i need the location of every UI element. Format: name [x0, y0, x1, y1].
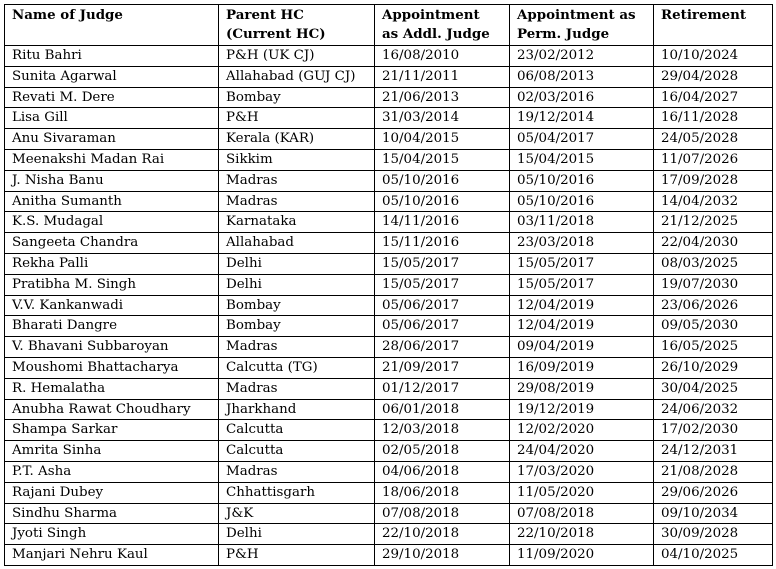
retirement-date-cell: 24/12/2031: [654, 441, 773, 462]
addl-judge-date-cell: 07/08/2018: [375, 503, 510, 524]
parent-hc-cell: Delhi: [219, 253, 375, 274]
judge-name-cell: Bharati Dangre: [5, 316, 219, 337]
parent-hc-cell: Allahabad (GUJ CJ): [219, 66, 375, 87]
addl-judge-date-cell: 14/11/2016: [375, 212, 510, 233]
parent-hc-cell: Allahabad: [219, 233, 375, 254]
table-row: [5, 524, 773, 545]
perm-judge-date-cell: 16/09/2019: [510, 357, 654, 378]
table-row: [5, 170, 773, 191]
header-perm-appointment: Appointment as Perm. Judge: [510, 5, 654, 46]
addl-judge-date-cell: 15/11/2016: [375, 233, 510, 254]
table-row: [5, 274, 773, 295]
retirement-date-cell: 16/05/2025: [654, 337, 773, 358]
perm-judge-date-cell: 23/02/2012: [510, 46, 654, 67]
retirement-date-cell: 17/09/2028: [654, 170, 773, 191]
perm-judge-date-cell: 12/04/2019: [510, 316, 654, 337]
addl-judge-date-cell: 01/12/2017: [375, 378, 510, 399]
judge-name-cell: Sangeeta Chandra: [5, 233, 219, 254]
addl-judge-date-cell: 21/06/2013: [375, 87, 510, 108]
table-row: [5, 87, 773, 108]
perm-judge-date-cell: 17/03/2020: [510, 461, 654, 482]
parent-hc-cell: J&K: [219, 503, 375, 524]
addl-judge-date-cell: 29/10/2018: [375, 545, 510, 566]
retirement-date-cell: 26/10/2029: [654, 357, 773, 378]
perm-judge-date-cell: 02/03/2016: [510, 87, 654, 108]
perm-judge-date-cell: 11/09/2020: [510, 545, 654, 566]
judge-name-cell: Rajani Dubey: [5, 482, 219, 503]
addl-judge-date-cell: 05/06/2017: [375, 316, 510, 337]
retirement-date-cell: 24/06/2032: [654, 399, 773, 420]
perm-judge-date-cell: 03/11/2018: [510, 212, 654, 233]
judge-name-cell: Sunita Agarwal: [5, 66, 219, 87]
addl-judge-date-cell: 22/10/2018: [375, 524, 510, 545]
addl-judge-date-cell: 06/01/2018: [375, 399, 510, 420]
perm-judge-date-cell: 23/03/2018: [510, 233, 654, 254]
parent-hc-cell: Jharkhand: [219, 399, 375, 420]
perm-judge-date-cell: 19/12/2019: [510, 399, 654, 420]
judge-name-cell: J. Nisha Banu: [5, 170, 219, 191]
perm-judge-date-cell: 19/12/2014: [510, 108, 654, 129]
parent-hc-cell: Madras: [219, 378, 375, 399]
addl-judge-date-cell: 31/03/2014: [375, 108, 510, 129]
parent-hc-cell: Bombay: [219, 295, 375, 316]
judge-name-cell: Manjari Nehru Kaul: [5, 545, 219, 566]
table-row: [5, 149, 773, 170]
table-row: [5, 357, 773, 378]
addl-judge-date-cell: 05/10/2016: [375, 170, 510, 191]
judges-table: [4, 4, 773, 566]
judge-name-cell: Amrita Sinha: [5, 441, 219, 462]
judge-name-cell: K.S. Mudagal: [5, 212, 219, 233]
parent-hc-cell: Madras: [219, 337, 375, 358]
retirement-date-cell: 29/04/2028: [654, 66, 773, 87]
perm-judge-date-cell: 05/04/2017: [510, 129, 654, 150]
judge-name-cell: Anu Sivaraman: [5, 129, 219, 150]
retirement-date-cell: 23/06/2026: [654, 295, 773, 316]
perm-judge-date-cell: 09/04/2019: [510, 337, 654, 358]
retirement-date-cell: 10/10/2024: [654, 46, 773, 67]
table-row: [5, 191, 773, 212]
addl-judge-date-cell: 21/11/2011: [375, 66, 510, 87]
retirement-date-cell: 11/07/2026: [654, 149, 773, 170]
perm-judge-date-cell: 12/04/2019: [510, 295, 654, 316]
addl-judge-date-cell: 16/08/2010: [375, 46, 510, 67]
judge-name-cell: Anitha Sumanth: [5, 191, 219, 212]
addl-judge-date-cell: 04/06/2018: [375, 461, 510, 482]
retirement-date-cell: 19/07/2030: [654, 274, 773, 295]
table-row: [5, 399, 773, 420]
perm-judge-date-cell: 24/04/2020: [510, 441, 654, 462]
parent-hc-cell: Kerala (KAR): [219, 129, 375, 150]
perm-judge-date-cell: 06/08/2013: [510, 66, 654, 87]
perm-judge-date-cell: 05/10/2016: [510, 170, 654, 191]
addl-judge-date-cell: 10/04/2015: [375, 129, 510, 150]
table-row: [5, 482, 773, 503]
parent-hc-cell: P&H: [219, 545, 375, 566]
parent-hc-cell: Madras: [219, 170, 375, 191]
addl-judge-date-cell: 05/06/2017: [375, 295, 510, 316]
table-body: [5, 46, 773, 566]
retirement-date-cell: 16/04/2027: [654, 87, 773, 108]
retirement-date-cell: 04/10/2025: [654, 545, 773, 566]
judge-name-cell: R. Hemalatha: [5, 378, 219, 399]
parent-hc-cell: P&H (UK CJ): [219, 46, 375, 67]
parent-hc-cell: Bombay: [219, 316, 375, 337]
judge-name-cell: Pratibha M. Singh: [5, 274, 219, 295]
table-row: [5, 233, 773, 254]
retirement-date-cell: 14/04/2032: [654, 191, 773, 212]
table-row: [5, 337, 773, 358]
addl-judge-date-cell: 15/05/2017: [375, 274, 510, 295]
addl-judge-date-cell: 02/05/2018: [375, 441, 510, 462]
judge-name-cell: Revati M. Dere: [5, 87, 219, 108]
retirement-date-cell: 09/10/2034: [654, 503, 773, 524]
judge-name-cell: V.V. Kankanwadi: [5, 295, 219, 316]
addl-judge-date-cell: 05/10/2016: [375, 191, 510, 212]
judge-name-cell: Shampa Sarkar: [5, 420, 219, 441]
parent-hc-cell: Calcutta: [219, 420, 375, 441]
parent-hc-cell: Bombay: [219, 87, 375, 108]
perm-judge-date-cell: 11/05/2020: [510, 482, 654, 503]
judge-name-cell: Jyoti Singh: [5, 524, 219, 545]
perm-judge-date-cell: 15/05/2017: [510, 253, 654, 274]
parent-hc-cell: Madras: [219, 191, 375, 212]
header-parent-hc: Parent HC (Current HC): [219, 5, 375, 46]
addl-judge-date-cell: 21/09/2017: [375, 357, 510, 378]
header-row: [5, 5, 773, 46]
retirement-date-cell: 08/03/2025: [654, 253, 773, 274]
parent-hc-cell: Delhi: [219, 524, 375, 545]
perm-judge-date-cell: 15/04/2015: [510, 149, 654, 170]
perm-judge-date-cell: 29/08/2019: [510, 378, 654, 399]
retirement-date-cell: 16/11/2028: [654, 108, 773, 129]
retirement-date-cell: 29/06/2026: [654, 482, 773, 503]
table-row: [5, 66, 773, 87]
addl-judge-date-cell: 12/03/2018: [375, 420, 510, 441]
parent-hc-cell: Calcutta (TG): [219, 357, 375, 378]
perm-judge-date-cell: 07/08/2018: [510, 503, 654, 524]
judge-name-cell: Sindhu Sharma: [5, 503, 219, 524]
table-row: [5, 108, 773, 129]
retirement-date-cell: 09/05/2030: [654, 316, 773, 337]
parent-hc-cell: Karnataka: [219, 212, 375, 233]
header-name-of-judge: Name of Judge: [5, 5, 219, 46]
perm-judge-date-cell: 22/10/2018: [510, 524, 654, 545]
header-retirement: Retirement: [654, 5, 773, 46]
retirement-date-cell: 30/04/2025: [654, 378, 773, 399]
header-addl-appointment: Appointment as Addl. Judge: [375, 5, 510, 46]
table-row: [5, 378, 773, 399]
retirement-date-cell: 21/08/2028: [654, 461, 773, 482]
parent-hc-cell: Chhattisgarh: [219, 482, 375, 503]
table-row: [5, 461, 773, 482]
perm-judge-date-cell: 12/02/2020: [510, 420, 654, 441]
parent-hc-cell: Delhi: [219, 274, 375, 295]
table-row: [5, 46, 773, 67]
parent-hc-cell: Calcutta: [219, 441, 375, 462]
table-row: [5, 129, 773, 150]
table-row: [5, 316, 773, 337]
judge-name-cell: Meenakshi Madan Rai: [5, 149, 219, 170]
table-row: [5, 441, 773, 462]
perm-judge-date-cell: 05/10/2016: [510, 191, 654, 212]
judge-name-cell: Anubha Rawat Choudhary: [5, 399, 219, 420]
judge-name-cell: P.T. Asha: [5, 461, 219, 482]
table-row: [5, 503, 773, 524]
parent-hc-cell: Madras: [219, 461, 375, 482]
judge-name-cell: V. Bhavani Subbaroyan: [5, 337, 219, 358]
retirement-date-cell: 30/09/2028: [654, 524, 773, 545]
table-row: [5, 295, 773, 316]
table-row: [5, 545, 773, 566]
table-row: [5, 420, 773, 441]
judge-name-cell: Moushomi Bhattacharya: [5, 357, 219, 378]
judge-name-cell: Ritu Bahri: [5, 46, 219, 67]
table-row: [5, 253, 773, 274]
table-row: [5, 212, 773, 233]
judge-name-cell: Lisa Gill: [5, 108, 219, 129]
addl-judge-date-cell: 18/06/2018: [375, 482, 510, 503]
retirement-date-cell: 22/04/2030: [654, 233, 773, 254]
parent-hc-cell: P&H: [219, 108, 375, 129]
addl-judge-date-cell: 15/04/2015: [375, 149, 510, 170]
retirement-date-cell: 17/02/2030: [654, 420, 773, 441]
retirement-date-cell: 21/12/2025: [654, 212, 773, 233]
retirement-date-cell: 24/05/2028: [654, 129, 773, 150]
perm-judge-date-cell: 15/05/2017: [510, 274, 654, 295]
parent-hc-cell: Sikkim: [219, 149, 375, 170]
addl-judge-date-cell: 28/06/2017: [375, 337, 510, 358]
judge-name-cell: Rekha Palli: [5, 253, 219, 274]
addl-judge-date-cell: 15/05/2017: [375, 253, 510, 274]
